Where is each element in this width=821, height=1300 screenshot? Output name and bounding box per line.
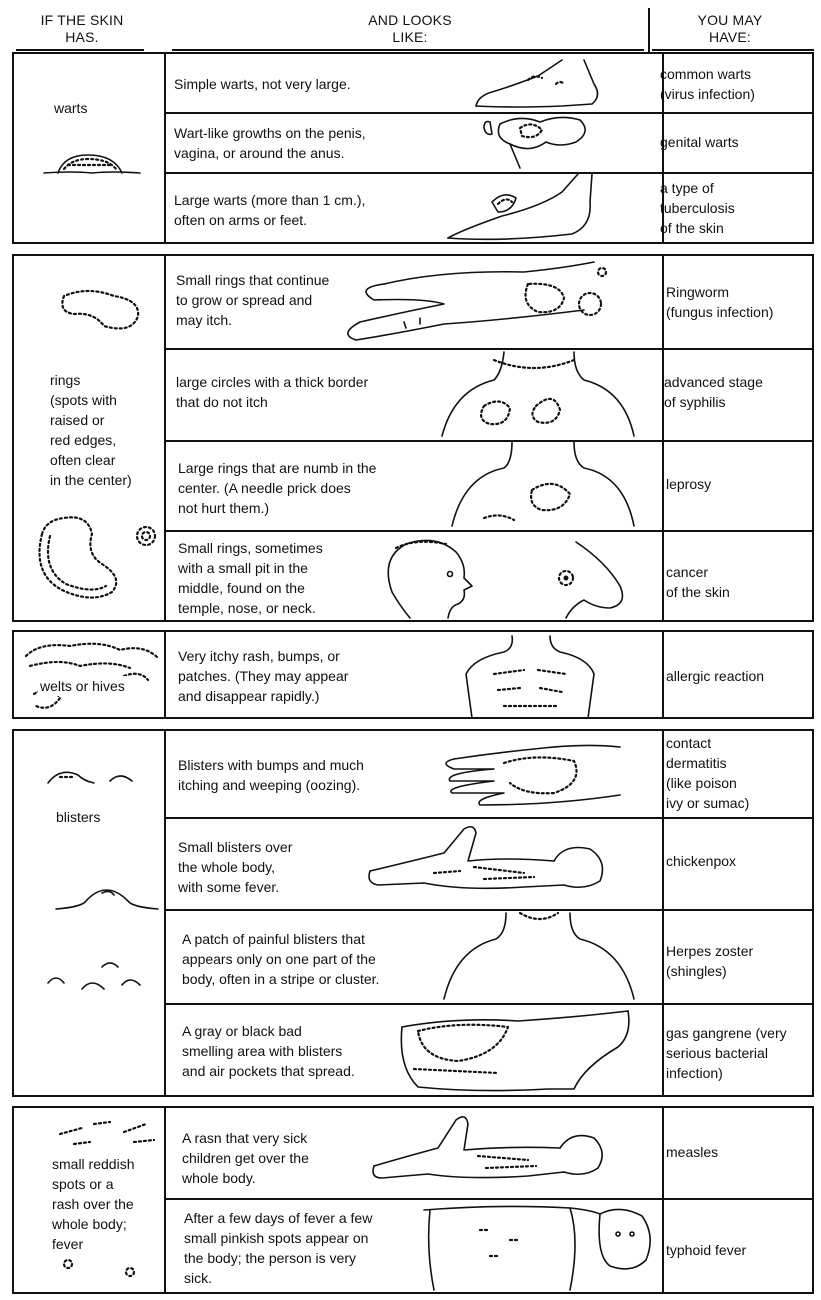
- looks-like-text: Large warts (more than 1 cm.), often on arms or feet.: [174, 192, 366, 228]
- spots-small-illustration: [60, 1256, 150, 1280]
- group-label: warts: [54, 100, 88, 116]
- you-may-have-text: allergic reaction: [666, 668, 765, 684]
- looks-like-text: A rasn that very sick children get over the whole body.: [182, 1130, 309, 1186]
- group-label: welts or hives: [40, 678, 125, 694]
- group-label: blisters: [56, 809, 101, 825]
- child-chickenpox-illustration: [364, 823, 614, 903]
- you-may-have-text: a type of tuberculosis of the skin: [660, 180, 735, 236]
- looks-like-text: Simple warts, not very large.: [174, 76, 351, 92]
- you-may-have-text: Herpes zoster (shingles): [666, 943, 754, 979]
- shoulders-leprosy-illustration: [434, 442, 644, 528]
- blister-small-illustration: [44, 761, 154, 791]
- hand-dermatitis-illustration: [434, 739, 624, 809]
- you-may-have-text: genital warts: [660, 134, 739, 150]
- looks-like-text: After a few days of fever a few small pinkish spots appear on the body; the person is very sick.: [184, 1210, 373, 1286]
- looks-like-text: A gray or black bad smelling area with blisters and air pockets that spread.: [182, 1023, 355, 1079]
- genital-warts-illustration: [480, 114, 600, 170]
- you-may-have-text: common warts (virus infection): [660, 66, 755, 102]
- child-measles-illustration: [368, 1112, 608, 1192]
- patient-typhoid-illustration: [420, 1200, 656, 1294]
- foot-warts-illustration: [472, 56, 612, 110]
- you-may-have-text: leprosy: [666, 476, 712, 492]
- back-syphilis-illustration: [424, 350, 644, 440]
- face-skin-cancer-illustration: [376, 534, 486, 620]
- looks-like-text: Small blisters over the whole body, with some fever.: [178, 839, 293, 895]
- you-may-have-text: measles: [666, 1144, 719, 1160]
- you-may-have-text: chickenpox: [666, 853, 737, 869]
- large-wart-foot-illustration: [442, 172, 612, 242]
- you-may-have-text: gas gangrene (very serious bacterial infection): [666, 1025, 787, 1081]
- blister-large-illustration: [52, 881, 162, 921]
- group-label: small reddish spots or a rash over the whole body; fever: [52, 1156, 135, 1252]
- looks-like-text: A patch of painful blisters that appears only on one part of the body, often in a stripe or cluster.: [182, 931, 380, 987]
- looks-like-text: Wart-like growths on the penis, vagina, or around the anus.: [174, 125, 366, 161]
- you-may-have-text: advanced stage of syphilis: [664, 374, 763, 410]
- group-welts-hives: [12, 630, 814, 719]
- header-underline-1: [16, 49, 144, 51]
- looks-like-text: Very itchy rash, bumps, or patches. (They may appear and disappear rapidly.): [178, 648, 349, 704]
- group-label: rings (spots with raised or red edges, often clear in the center): [50, 372, 132, 488]
- header-skin-has: IF THE SKIN HAS.: [40, 12, 124, 45]
- leg-gangrene-illustration: [398, 1007, 634, 1097]
- blister-cluster-illustration: [42, 959, 152, 995]
- hand-ringworm-illustration: [324, 260, 614, 344]
- back-shingles-illustration: [430, 911, 644, 1001]
- you-may-have-text: Ringworm (fungus infection): [666, 284, 774, 320]
- you-may-have-text: cancer of the skin: [666, 564, 730, 600]
- group-warts: [12, 52, 814, 244]
- looks-like-text: Blisters with bumps and much itching and weeping (oozing).: [178, 757, 364, 793]
- group-reddish-spots: [12, 1106, 814, 1294]
- looks-like-text: Large rings that are numb in the center. (A needle prick does not hurt them.): [178, 460, 377, 516]
- chest-rash-illustration: [454, 634, 604, 718]
- you-may-have-text: typhoid fever: [666, 1242, 747, 1258]
- large-ring-illustration: [32, 514, 162, 604]
- wart-bump-illustration: [42, 149, 142, 189]
- looks-like-text: Small rings, sometimes with a small pit in the middle, found on the temple, nose, or neck.: [178, 540, 323, 616]
- header-underline-2: [172, 49, 644, 51]
- spots-illustration: [54, 1114, 164, 1150]
- looks-like-text: Small rings that continue to grow or spread and may itch.: [176, 272, 330, 328]
- nose-skin-cancer-illustration: [536, 538, 636, 620]
- you-may-have-text: contact dermatitis (like poison ivy or sumac): [666, 735, 750, 811]
- header-underline-3: [652, 49, 814, 51]
- group-rings: [12, 254, 814, 622]
- group-blisters: [12, 729, 814, 1097]
- looks-like-text: large circles with a thick border that do not itch: [176, 374, 369, 410]
- header-you-may-have: YOU MAY HAVE:: [697, 12, 763, 45]
- header-looks-like: AND LOOKS LIKE:: [368, 12, 452, 45]
- small-ring-illustration: [54, 282, 144, 334]
